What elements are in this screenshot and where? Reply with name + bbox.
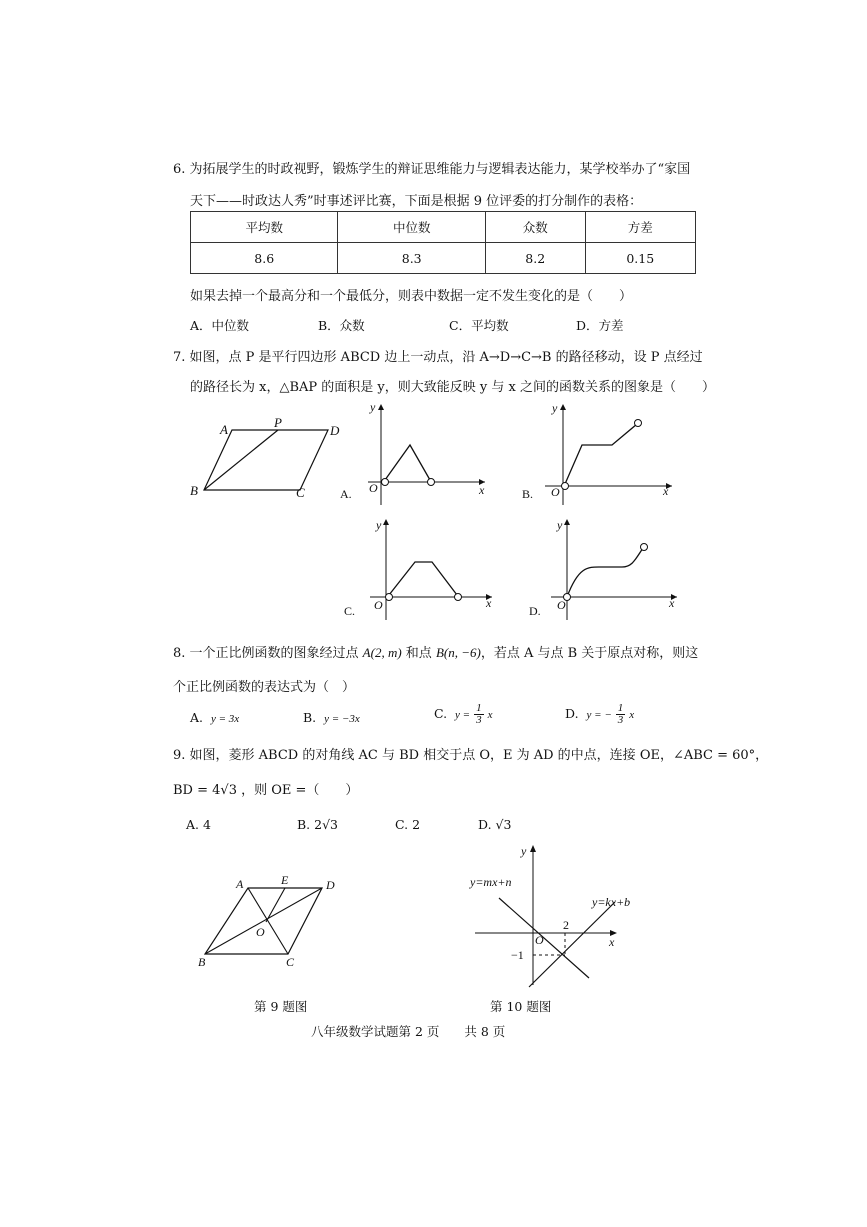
origin-label: O — [369, 481, 378, 495]
label-d: D — [326, 878, 335, 892]
q8-option-c-post: x — [487, 709, 493, 721]
label-e: E — [281, 873, 289, 887]
axis-y-label: y — [552, 401, 558, 415]
q7-parallelogram-figure — [190, 415, 350, 505]
axis-x-label: x — [479, 483, 485, 497]
q7-graph-d — [527, 515, 687, 625]
axis-x-label: x — [669, 596, 675, 610]
label-c: C — [286, 955, 295, 969]
origin-label: O — [557, 598, 566, 612]
diagonal-ac — [248, 888, 288, 954]
q8-option-b-label: B. — [303, 710, 317, 725]
origin-label: O — [374, 598, 383, 612]
q6-line3: 如果去掉一个最高分和一个最低分，则表中数据一定不发生变化的是（ ） — [190, 289, 633, 304]
q8-point-a: A(2, m) — [362, 645, 402, 660]
q9-option-a: A. 4 — [186, 817, 211, 832]
line-label-mx-n: y=mx+n — [470, 875, 512, 889]
label-c: C — [296, 485, 305, 500]
table-cell: 8.2 — [485, 243, 585, 274]
graph-d-option-label: D. — [529, 604, 541, 618]
table-header-cell: 平均数 — [191, 212, 338, 243]
q9-line1: 9. 如图，菱形 ABCD 的对角线 AC 与 BD 相交于点 O，E 为 AD 的中点，连接 OE，∠ABC = 60°， — [173, 748, 769, 763]
line-label-kx-b: y=kx+b — [592, 895, 631, 909]
table-header-cell: 方差 — [585, 212, 695, 243]
table-cell: 8.6 — [191, 243, 338, 274]
q8-point-b: B(n, −6) — [435, 645, 481, 660]
table-cell: 8.3 — [338, 243, 485, 274]
axis-y-label: y — [376, 518, 382, 532]
tick-label-2: 2 — [563, 918, 569, 932]
axis-x-label: x — [663, 484, 669, 498]
q8-option-d-post: x — [629, 709, 635, 721]
graph-b-curve — [565, 424, 637, 484]
label-p: P — [274, 415, 282, 430]
fraction — [616, 703, 626, 726]
table-header-cell: 众数 — [485, 212, 585, 243]
graph-a-curve — [385, 445, 430, 480]
q8-line2: 个正比例函数的表达式为（ ） — [173, 680, 356, 695]
q8-option-c-label: C. — [434, 706, 448, 721]
q8-option-d-label: D. — [565, 706, 579, 721]
graph-c-curve — [389, 562, 457, 595]
q8-option-b-expr: y = −3x — [324, 713, 360, 725]
q7-line1: 7. 如图，点 P 是平行四边形 ABCD 边上一动点，沿 A→D→C→B 的路径移动，设 P 点经过 — [173, 350, 703, 365]
origin-label: O — [551, 485, 560, 499]
q8-text-c: ，若点 A 与点 B 关于原点对称，则这 — [480, 646, 699, 661]
fraction — [474, 703, 484, 726]
q6-line1: 6. 为拓展学生的时政视野，锻炼学生的辩证思维能力与逻辑表达能力，某学校举办了“家国 — [173, 162, 691, 177]
line-mx-n — [499, 898, 589, 978]
segment-oe — [266, 888, 285, 922]
q8-text-a: 8. 一个正比例函数的图象经过点 — [173, 646, 363, 661]
graph-a-option-label: A. — [340, 487, 352, 501]
graph-c-option-label: C. — [344, 604, 356, 618]
table-header-row — [191, 212, 696, 243]
label-d: D — [330, 423, 340, 438]
q7-line2: 的路径长为 x，△BAP 的面积是 y，则大致能反映 y 与 x 之间的函数关系的图象是（ ） — [190, 380, 715, 395]
label-a: A — [220, 422, 228, 437]
page-footer: 八年级数学试题第 2 页 共 8 页 — [311, 1024, 506, 1039]
fraction-denominator: 3 — [476, 714, 482, 726]
table-header-cell: 中位数 — [338, 212, 485, 243]
q9-option-c: C. 2 — [395, 817, 421, 832]
fraction-numerator: 1 — [617, 702, 624, 714]
q9-figure-caption: 第 9 题图 — [254, 999, 308, 1014]
q8-option-c-pre: y = — [455, 709, 471, 721]
graph-b-option-label: B. — [522, 487, 534, 501]
table-cell: 0.15 — [585, 243, 695, 274]
tick-label-minus-1: −1 — [511, 948, 524, 962]
q6-line2: 天下——时政达人秀”时事述评比赛，下面是根据 9 位评委的打分制作的表格： — [190, 194, 643, 209]
q8-option-d-pre: y = − — [586, 709, 612, 721]
q6-table — [190, 211, 696, 274]
q9-rhombus-figure — [190, 870, 360, 980]
axis-x-label: x — [486, 596, 492, 610]
table-row — [191, 243, 696, 274]
q9-option-d: D. √3 — [478, 817, 512, 832]
q8-option-a-expr: y = 3x — [210, 713, 240, 725]
q8-option-d — [565, 703, 634, 726]
axis-y-label: y — [557, 518, 563, 532]
label-b: B — [198, 955, 206, 969]
q8-option-b — [303, 710, 360, 725]
origin-label: O — [535, 933, 544, 947]
q7-graph-a — [340, 400, 490, 510]
q8-line1 — [173, 642, 698, 661]
graph-d-curve — [567, 548, 643, 597]
q6-option-a: A．中位数 — [190, 318, 250, 333]
q10-figure — [465, 840, 645, 990]
q6-option-c: C．平均数 — [449, 318, 509, 333]
q6-option-d: D．方差 — [576, 318, 624, 333]
q7-graph-b — [520, 400, 680, 510]
label-o: O — [256, 925, 265, 939]
label-a: A — [236, 877, 244, 891]
fraction-numerator: 1 — [476, 702, 482, 714]
q8-option-c — [434, 703, 492, 726]
axis-y-label: y — [521, 844, 527, 858]
segment-bp — [204, 430, 278, 490]
label-b: B — [190, 483, 198, 498]
fraction-denominator: 3 — [617, 714, 624, 726]
q9-line2: BD = 4√3 ，则 OE =（ ） — [173, 783, 359, 798]
q8-text-b: 和点 — [401, 646, 436, 661]
axis-x-label: x — [609, 935, 615, 949]
q8-option-a — [190, 710, 239, 725]
q6-option-b: B．众数 — [318, 318, 365, 333]
q9-option-b: B. 2√3 — [297, 817, 339, 832]
q8-option-a-label: A. — [190, 710, 204, 725]
q10-figure-caption: 第 10 题图 — [490, 999, 552, 1014]
q7-graph-c — [340, 515, 500, 625]
axis-y-label: y — [370, 400, 376, 414]
